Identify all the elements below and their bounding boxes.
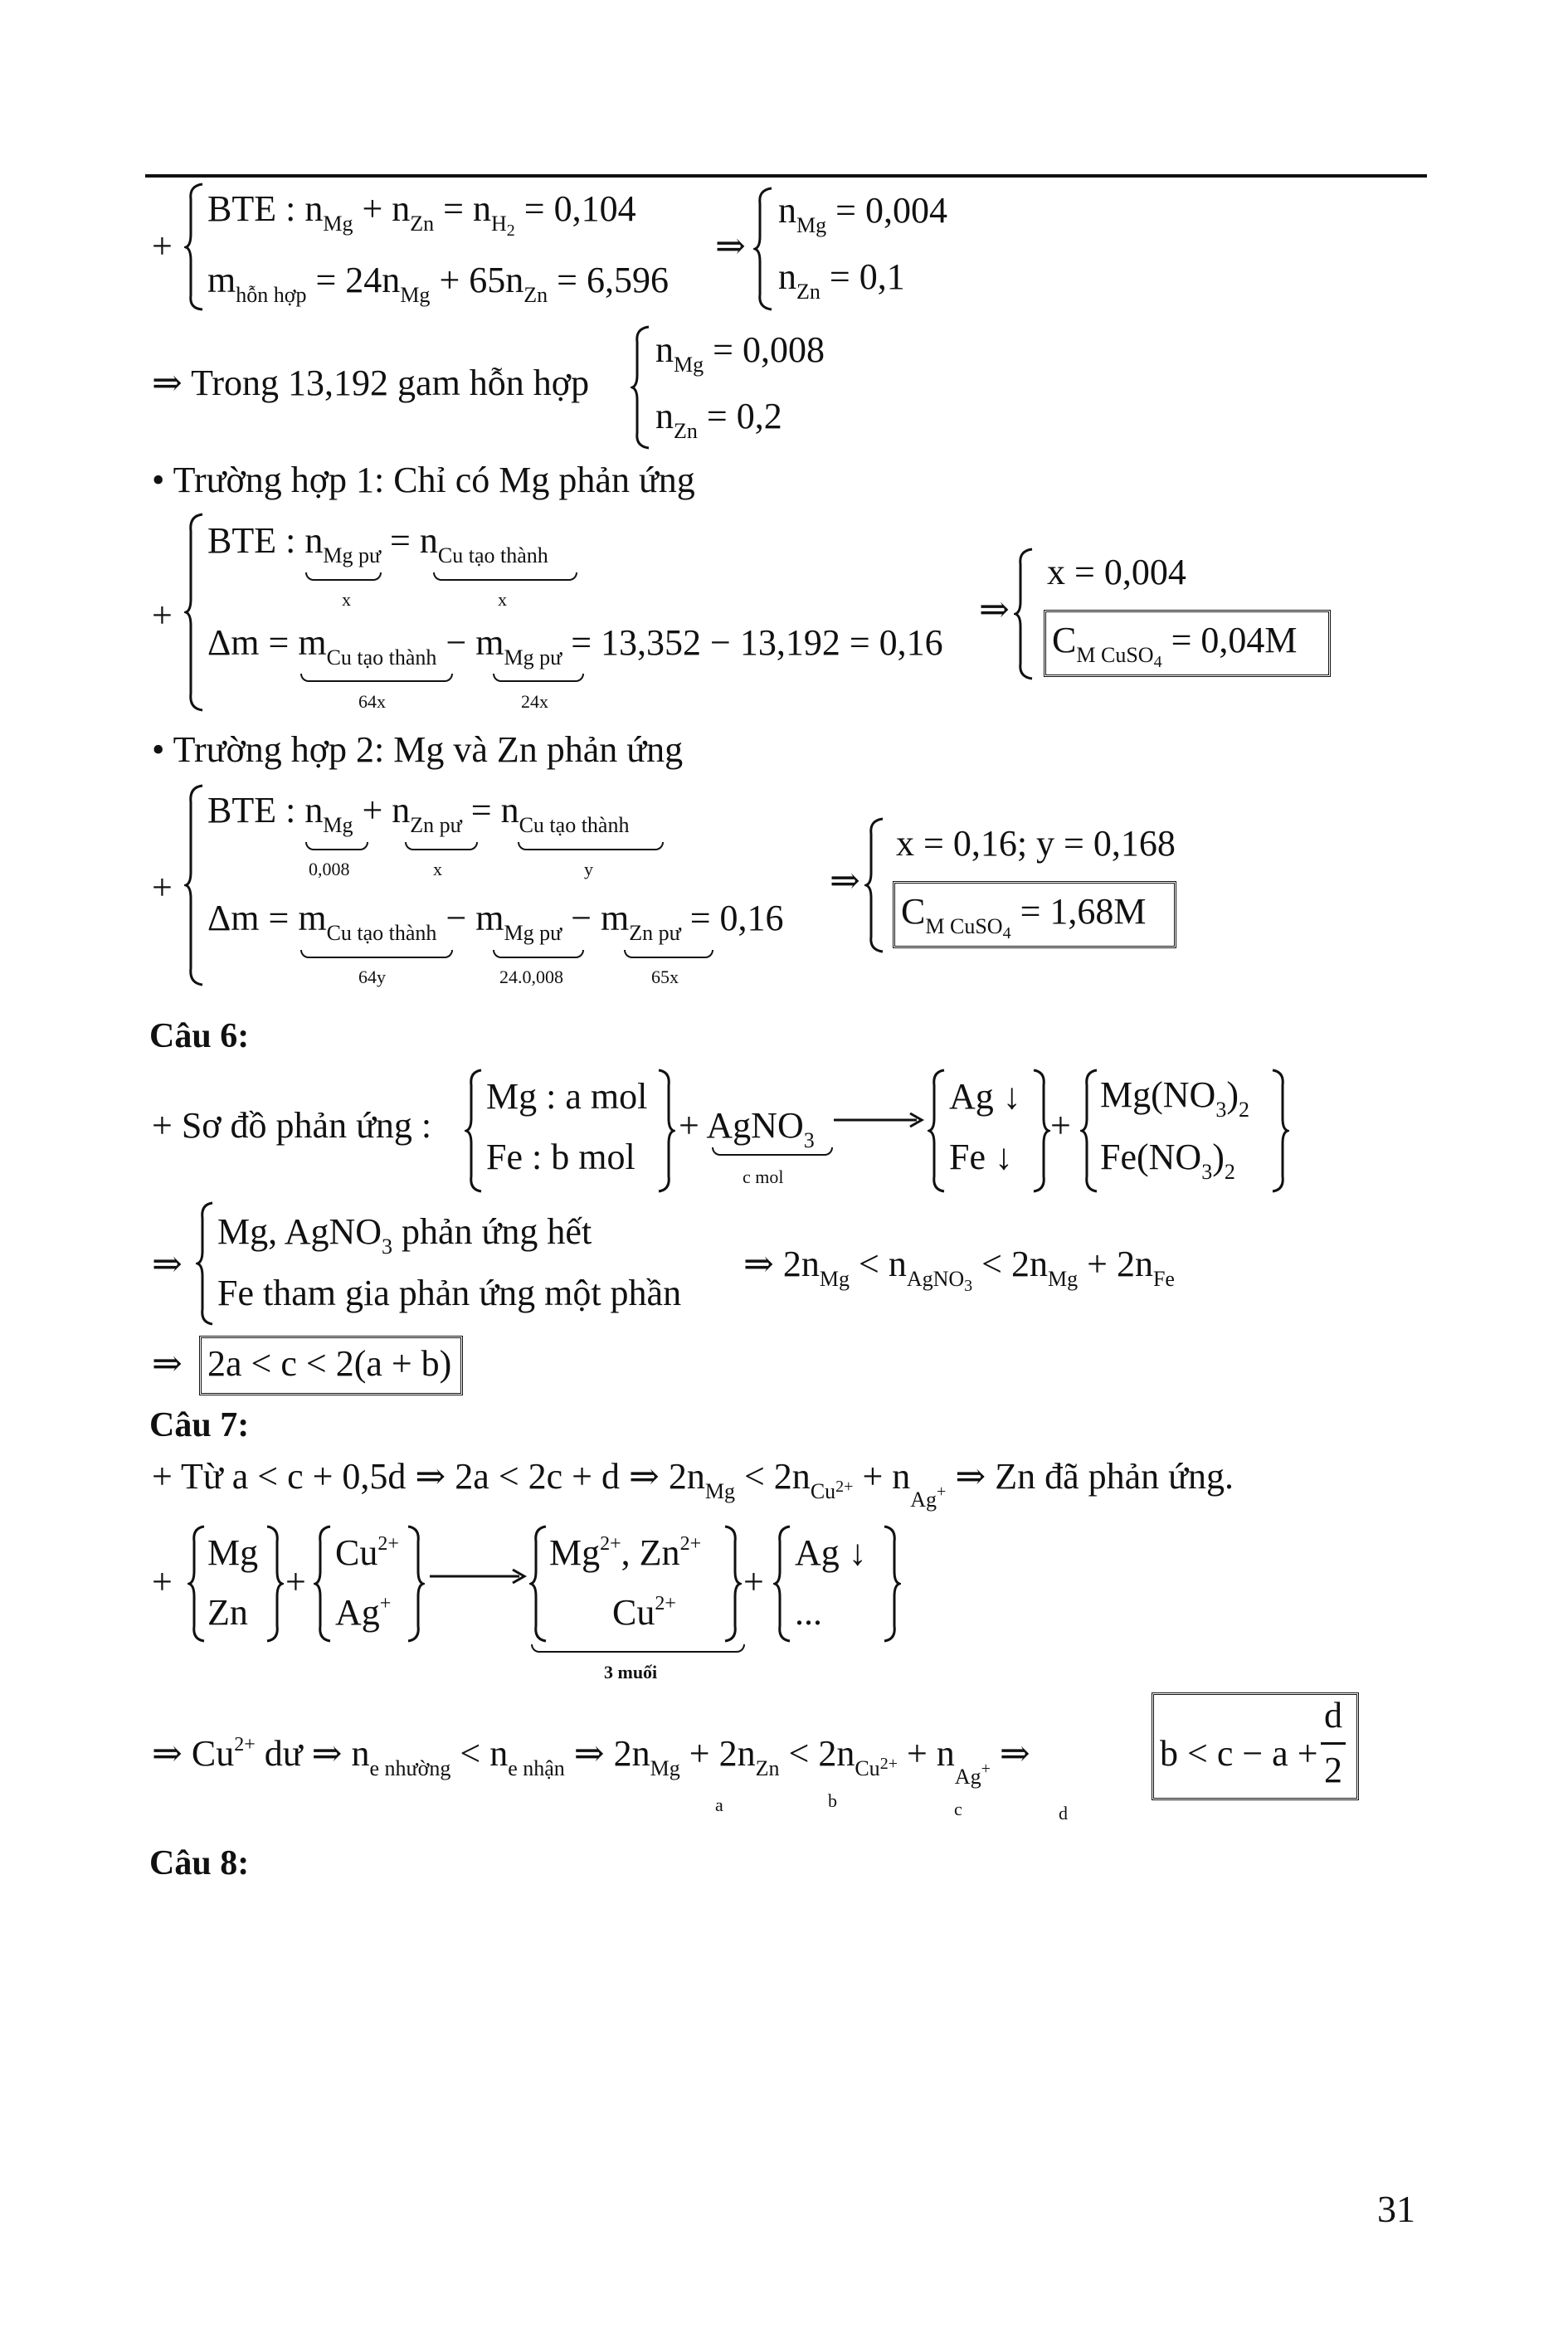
plus-sign: + — [152, 1561, 173, 1602]
result-line: $C_{M CuSO4} = 1,68M$ — [901, 891, 1147, 942]
right-brace-icon — [405, 1525, 425, 1643]
right-brace-icon — [1030, 1069, 1050, 1193]
question-heading: Câu 7: — [149, 1406, 250, 1444]
underset-label: d — [1059, 1803, 1068, 1824]
result-line: $n_{Mg} = 0,004$ — [778, 190, 947, 237]
header-rule — [145, 174, 1427, 178]
underset-label: c — [954, 1799, 962, 1819]
plus-sign: + — [152, 226, 173, 266]
right-brace-icon — [722, 1525, 742, 1643]
right-brace-icon — [881, 1525, 901, 1643]
underbrace — [405, 842, 478, 850]
statement: + Từ a < c + 0,5d ⇒ 2a < 2c + d ⇒ $2n_{Mg} < 2n_{Cu}2+ + n_{Ag+}$ ⇒ Zn đã phản ứng. — [152, 1456, 1234, 1512]
result-line: $n_{Zn} = 0,2$ — [655, 396, 782, 443]
plus-sign: + — [152, 595, 173, 635]
implies-arrow: ⇒ — [979, 589, 1010, 630]
underset-label: b — [828, 1790, 837, 1811]
product: $Fe(NO_3)_2$ — [1100, 1137, 1235, 1184]
underbrace-label: x — [342, 589, 351, 610]
left-brace-icon — [184, 784, 206, 987]
plus-sign: + — [1050, 1105, 1071, 1146]
equation-line: $m_{hỗn hợp} = 24n_{Mg} + 65n_{Zn} = 6,596$ — [207, 260, 669, 307]
underbrace-label: y — [584, 859, 593, 879]
underbrace-label: 24.0,008 — [499, 967, 563, 987]
condition-line: Fe tham gia phản ứng một phần — [217, 1273, 682, 1313]
reagent: + AgNO$_3$ — [679, 1105, 815, 1152]
product: $Mg^{2+}$, $Zn^{2+}$ — [549, 1532, 702, 1573]
reactant: Zn — [207, 1592, 248, 1633]
underbrace-label: 64x — [358, 691, 386, 712]
plus-sign: + — [152, 867, 173, 908]
reactant: Ag+ — [335, 1592, 392, 1633]
product: Ag ↓ — [949, 1076, 1021, 1117]
inequality: ⇒ $2n_{Mg} < n_{AgNO3} < 2n_{Mg} + 2n_{Fe}$ — [743, 1244, 1175, 1295]
plus-sign: + — [285, 1561, 306, 1602]
product: $Cu^{2+}$ — [612, 1592, 676, 1633]
underbrace-label: 3 muối — [604, 1662, 658, 1682]
underbrace — [531, 1644, 745, 1653]
left-brace-icon — [187, 1525, 207, 1643]
underbrace-label: 64y — [358, 967, 386, 987]
underbrace-label: 24x — [521, 691, 548, 712]
right-brace-icon — [1269, 1069, 1289, 1193]
underbrace-label: c mol — [743, 1166, 784, 1187]
equation-line: $\Delta m = m_{Cu tạo thành} - m_{Mg pư} = 13,352 - 13,192 = 0,16$ — [207, 622, 943, 670]
statement: ⇒ Trong 13,192 gam hỗn hợp — [152, 363, 590, 403]
left-brace-icon — [753, 187, 775, 311]
underbrace-label: 0,008 — [309, 859, 350, 879]
underbrace — [305, 572, 382, 581]
question-heading: Câu 6: — [149, 1017, 250, 1055]
result-line: b < c − a + — [1160, 1733, 1318, 1774]
left-brace-icon — [184, 183, 206, 311]
equation-line: BTE : $n_{Mg} + n_{Zn pư} = n_{Cu tạo thành}$ — [207, 790, 630, 837]
underbrace — [300, 950, 453, 958]
left-brace-icon — [773, 1525, 793, 1643]
product: Fe ↓ — [949, 1137, 1013, 1177]
result-line: $n_{Mg} = 0,008$ — [655, 329, 825, 377]
case-title: • Trường hợp 1: Chỉ có Mg phản ứng — [152, 460, 695, 500]
condition-line: Mg, AgNO$_3$ phản ứng hết — [217, 1211, 592, 1259]
left-brace-icon — [196, 1201, 216, 1326]
reaction-arrow-icon — [834, 1110, 925, 1130]
page-number: 31 — [1377, 2188, 1415, 2230]
reactant: Mg — [207, 1532, 259, 1573]
reactant: Fe : b mol — [486, 1137, 635, 1177]
reactant: $Cu^{2+}$ — [335, 1532, 399, 1573]
result-line: x = 0,004 — [1047, 552, 1186, 592]
equation-line: BTE : $n_{Mg pư} = n_{Cu tạo thành}$ — [207, 520, 548, 567]
inequality: ⇒ $Cu^{2+}$ dư ⇒ $n_{e nhường} < n_{e nhận}$ ⇒ $2n_{Mg} + 2n_{Zn} < 2n_{Cu}2+ + n_{Ag+}$ ⇒ — [152, 1733, 1030, 1789]
product: ... — [795, 1592, 822, 1633]
left-brace-icon — [465, 1069, 485, 1193]
result-line: x = 0,16; y = 0,168 — [896, 823, 1176, 864]
underset-label: a — [715, 1794, 723, 1815]
left-brace-icon — [184, 513, 206, 712]
result-line: $n_{Zn} = 0,1$ — [778, 256, 905, 304]
underbrace — [493, 674, 584, 682]
underbrace-label: x — [433, 859, 442, 879]
underbrace — [518, 842, 664, 850]
left-brace-icon — [529, 1525, 549, 1643]
reaction-arrow-icon — [430, 1566, 528, 1586]
left-brace-icon — [1080, 1069, 1100, 1193]
implies-arrow: ⇒ — [830, 860, 860, 901]
reactant: Mg : a mol — [486, 1076, 648, 1117]
left-brace-icon — [314, 1525, 334, 1643]
product: Ag ↓ — [795, 1532, 867, 1573]
fraction-bar — [1321, 1742, 1346, 1745]
question-heading: Câu 8: — [149, 1844, 250, 1882]
underbrace — [300, 674, 453, 682]
left-brace-icon — [928, 1069, 947, 1193]
underbrace-label: 65x — [651, 967, 679, 987]
implies-arrow: ⇒ — [715, 226, 746, 266]
statement: + Sơ đồ phản ứng : — [152, 1105, 432, 1146]
equation-line: BTE : $n_{Mg} + n_{Zn} = n_{H2} = 0,104$ — [207, 188, 636, 240]
left-brace-icon — [631, 325, 652, 450]
left-brace-icon — [1014, 548, 1035, 680]
product: $Mg(NO_3)_2$ — [1100, 1074, 1249, 1122]
right-brace-icon — [655, 1069, 675, 1193]
right-brace-icon — [264, 1525, 284, 1643]
implies-arrow: ⇒ — [152, 1244, 183, 1284]
underbrace-label: x — [498, 589, 507, 610]
left-brace-icon — [864, 817, 886, 954]
underbrace — [433, 572, 577, 581]
fraction-numerator: d — [1324, 1695, 1342, 1736]
result-line: $C_{M CuSO4} = 0,04M$ — [1052, 620, 1298, 671]
fraction-denominator: 2 — [1324, 1750, 1342, 1790]
result-line: 2a < c < 2(a + b) — [207, 1343, 452, 1384]
plus-sign: + — [743, 1561, 764, 1602]
implies-arrow: ⇒ — [152, 1343, 183, 1384]
case-title: • Trường hợp 2: Mg và Zn phản ứng — [152, 729, 684, 770]
underbrace — [624, 950, 713, 958]
underbrace — [305, 842, 368, 850]
equation-line: $\Delta m = m_{Cu tạo thành} - m_{Mg pư} - m_{Zn pư} = 0,16$ — [207, 898, 784, 945]
underbrace — [493, 950, 584, 958]
underbrace — [712, 1147, 833, 1156]
